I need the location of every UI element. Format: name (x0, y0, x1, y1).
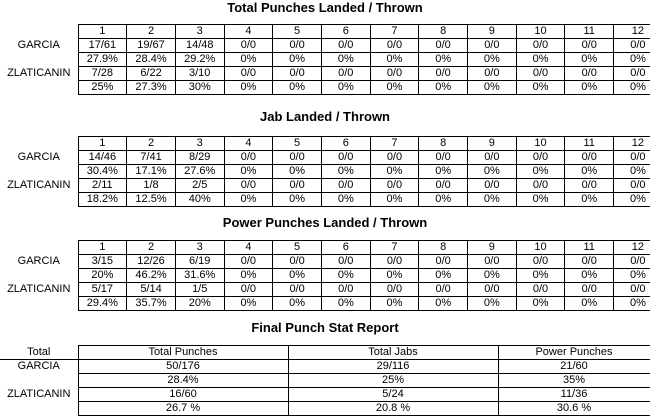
landed-thrown-cell: 0/0 (468, 255, 517, 269)
landed-thrown-cell: 0/0 (614, 179, 650, 193)
landed-thrown-cell: 0/0 (224, 283, 273, 297)
percent-cell: 0% (419, 193, 468, 207)
header-blank-cell (0, 241, 78, 255)
percent-cell: 0% (273, 81, 322, 95)
percent-cell: 0% (516, 193, 565, 207)
final-percent-cell: 35% (498, 374, 650, 388)
percent-cell: 27.6% (175, 165, 224, 179)
landed-thrown-cell: 0/0 (224, 179, 273, 193)
round-header-cell: 4 (224, 137, 273, 151)
round-header-cell: 4 (224, 25, 273, 39)
final-value-cell: 5/24 (288, 388, 498, 402)
landed-thrown-cell: 1/5 (175, 283, 224, 297)
landed-thrown-cell: 0/0 (419, 255, 468, 269)
round-header-cell: 11 (565, 137, 614, 151)
final-value-cell: 29/116 (288, 360, 498, 374)
landed-thrown-cell: 0/0 (516, 283, 565, 297)
final-header-cell: Power Punches (498, 346, 650, 360)
landed-thrown-cell: 0/0 (516, 151, 565, 165)
round-header-cell: 10 (516, 25, 565, 39)
percent-cell: 27.9% (78, 53, 127, 67)
landed-thrown-cell: 0/0 (224, 39, 273, 53)
percent-cell: 0% (565, 193, 614, 207)
percent-cell: 30% (175, 81, 224, 95)
fighter-name: GARCIA (0, 360, 78, 388)
landed-thrown-cell: 5/17 (78, 283, 127, 297)
landed-thrown-cell: 6/19 (175, 255, 224, 269)
landed-thrown-cell: 0/0 (321, 39, 370, 53)
round-header-cell: 6 (321, 25, 370, 39)
landed-thrown-cell: 0/0 (468, 67, 517, 81)
percent-cell: 0% (614, 53, 650, 67)
percent-cell: 0% (224, 81, 273, 95)
percent-cell: 0% (224, 297, 273, 311)
landed-thrown-cell: 0/0 (224, 67, 273, 81)
landed-thrown-cell: 0/0 (468, 151, 517, 165)
percent-cell: 0% (224, 165, 273, 179)
percent-cell: 0% (273, 193, 322, 207)
percent-cell: 29.2% (175, 53, 224, 67)
round-header-cell: 1 (78, 25, 127, 39)
final-title: Final Punch Stat Report (251, 320, 399, 335)
percent-cell: 0% (468, 81, 517, 95)
percent-cell: 25% (78, 81, 127, 95)
percent-cell: 0% (224, 53, 273, 67)
landed-thrown-cell: 3/15 (78, 255, 127, 269)
landed-thrown-cell: 0/0 (321, 151, 370, 165)
percent-cell: 0% (516, 81, 565, 95)
landed-thrown-cell: 0/0 (273, 67, 322, 81)
final-header-cell: Total (0, 346, 78, 360)
round-header-cell: 9 (468, 25, 517, 39)
percent-cell: 0% (419, 53, 468, 67)
percent-cell: 12.5% (127, 193, 176, 207)
final-header-cell: Total Jabs (288, 346, 498, 360)
round-header-cell: 3 (175, 137, 224, 151)
round-header-cell: 11 (565, 241, 614, 255)
percent-cell: 18.2% (78, 193, 127, 207)
percent-cell: 30.4% (78, 165, 127, 179)
percent-cell: 0% (321, 165, 370, 179)
landed-thrown-cell: 0/0 (273, 255, 322, 269)
percent-cell: 31.6% (175, 269, 224, 283)
round-header-cell: 12 (614, 25, 650, 39)
percent-cell: 28.4% (127, 53, 176, 67)
percent-cell: 0% (321, 297, 370, 311)
percent-cell: 0% (468, 297, 517, 311)
percent-cell: 0% (614, 269, 650, 283)
landed-thrown-cell: 0/0 (614, 255, 650, 269)
round-header-cell: 12 (614, 241, 650, 255)
landed-thrown-cell: 0/0 (565, 283, 614, 297)
percent-cell: 0% (565, 81, 614, 95)
landed-thrown-cell: 0/0 (370, 283, 419, 297)
fighter-name: ZLATICANIN (0, 67, 78, 95)
landed-thrown-cell: 0/0 (370, 255, 419, 269)
percent-cell: 0% (565, 297, 614, 311)
landed-thrown-cell: 0/0 (468, 179, 517, 193)
section-title: Jab Landed / Thrown (259, 109, 390, 124)
percent-cell: 0% (273, 269, 322, 283)
percent-cell: 0% (321, 81, 370, 95)
landed-thrown-cell: 0/0 (614, 67, 650, 81)
percent-cell: 40% (175, 193, 224, 207)
percent-cell: 0% (273, 53, 322, 67)
fighter-name: GARCIA (0, 151, 78, 179)
round-header-cell: 5 (273, 241, 322, 255)
percent-cell: 0% (565, 165, 614, 179)
final-value-cell: 50/176 (78, 360, 288, 374)
percent-cell: 20% (175, 297, 224, 311)
round-header-cell: 11 (565, 25, 614, 39)
percent-cell: 0% (565, 269, 614, 283)
percent-cell: 0% (370, 297, 419, 311)
landed-thrown-cell: 7/28 (78, 67, 127, 81)
round-header-cell: 6 (321, 241, 370, 255)
landed-thrown-cell: 0/0 (419, 179, 468, 193)
round-header-cell: 3 (175, 25, 224, 39)
landed-thrown-cell: 0/0 (224, 151, 273, 165)
percent-cell: 0% (614, 297, 650, 311)
round-table-total (0, 24, 650, 95)
percent-cell: 0% (370, 165, 419, 179)
landed-thrown-cell: 0/0 (370, 39, 419, 53)
percent-cell: 0% (468, 269, 517, 283)
header-blank-cell (0, 137, 78, 151)
landed-thrown-cell: 8/29 (175, 151, 224, 165)
fighter-name: GARCIA (0, 39, 78, 67)
landed-thrown-cell: 0/0 (565, 39, 614, 53)
percent-cell: 0% (419, 297, 468, 311)
landed-thrown-cell: 0/0 (419, 67, 468, 81)
percent-cell: 0% (370, 193, 419, 207)
round-header-cell: 8 (419, 25, 468, 39)
landed-thrown-cell: 0/0 (419, 151, 468, 165)
percent-cell: 0% (614, 81, 650, 95)
fighter-name: ZLATICANIN (0, 388, 78, 416)
landed-thrown-cell: 0/0 (370, 151, 419, 165)
percent-cell: 0% (419, 269, 468, 283)
percent-cell: 17.1% (127, 165, 176, 179)
landed-thrown-cell: 14/48 (175, 39, 224, 53)
landed-thrown-cell: 0/0 (468, 39, 517, 53)
round-header-cell: 2 (127, 137, 176, 151)
percent-cell: 0% (273, 165, 322, 179)
landed-thrown-cell: 14/46 (78, 151, 127, 165)
landed-thrown-cell: 0/0 (370, 179, 419, 193)
final-percent-cell: 28.4% (78, 374, 288, 388)
fighter-name: ZLATICANIN (0, 283, 78, 311)
landed-thrown-cell: 0/0 (516, 255, 565, 269)
percent-cell: 27.3% (127, 81, 176, 95)
round-table-power (0, 240, 650, 311)
landed-thrown-cell: 0/0 (321, 283, 370, 297)
round-header-cell: 9 (468, 241, 517, 255)
landed-thrown-cell: 17/61 (78, 39, 127, 53)
percent-cell: 0% (516, 165, 565, 179)
landed-thrown-cell: 0/0 (273, 283, 322, 297)
round-header-cell: 12 (614, 137, 650, 151)
round-header-cell: 4 (224, 241, 273, 255)
landed-thrown-cell: 2/5 (175, 179, 224, 193)
header-blank-cell (0, 25, 78, 39)
landed-thrown-cell: 0/0 (614, 283, 650, 297)
final-header-cell: Total Punches (78, 346, 288, 360)
round-header-cell: 6 (321, 137, 370, 151)
round-header-cell: 1 (78, 137, 127, 151)
final-percent-cell: 25% (288, 374, 498, 388)
round-header-cell: 8 (419, 241, 468, 255)
percent-cell: 0% (321, 193, 370, 207)
landed-thrown-cell: 0/0 (468, 283, 517, 297)
percent-cell: 0% (468, 165, 517, 179)
landed-thrown-cell: 0/0 (516, 39, 565, 53)
landed-thrown-cell: 0/0 (516, 67, 565, 81)
round-header-cell: 2 (127, 25, 176, 39)
percent-cell: 29.4% (78, 297, 127, 311)
landed-thrown-cell: 6/22 (127, 67, 176, 81)
final-value-cell: 16/60 (78, 388, 288, 402)
percent-cell: 0% (224, 269, 273, 283)
round-header-cell: 7 (370, 241, 419, 255)
landed-thrown-cell: 0/0 (614, 39, 650, 53)
percent-cell: 46.2% (127, 269, 176, 283)
landed-thrown-cell: 0/0 (419, 283, 468, 297)
round-header-cell: 1 (78, 241, 127, 255)
landed-thrown-cell: 19/67 (127, 39, 176, 53)
landed-thrown-cell: 0/0 (273, 179, 322, 193)
percent-cell: 20% (78, 269, 127, 283)
landed-thrown-cell: 5/14 (127, 283, 176, 297)
final-percent-cell: 30.6 % (498, 402, 650, 416)
section-title: Total Punches Landed / Thrown (227, 0, 423, 15)
round-header-cell: 10 (516, 137, 565, 151)
percent-cell: 0% (370, 81, 419, 95)
landed-thrown-cell: 0/0 (224, 255, 273, 269)
percent-cell: 0% (224, 193, 273, 207)
landed-thrown-cell: 0/0 (565, 67, 614, 81)
round-header-cell: 7 (370, 137, 419, 151)
percent-cell: 0% (516, 297, 565, 311)
final-value-cell: 21/60 (498, 360, 650, 374)
round-header-cell: 5 (273, 25, 322, 39)
landed-thrown-cell: 0/0 (516, 179, 565, 193)
percent-cell: 0% (468, 193, 517, 207)
landed-thrown-cell: 0/0 (614, 151, 650, 165)
percent-cell: 0% (419, 165, 468, 179)
landed-thrown-cell: 0/0 (321, 255, 370, 269)
final-percent-cell: 20.8 % (288, 402, 498, 416)
landed-thrown-cell: 1/8 (127, 179, 176, 193)
landed-thrown-cell: 0/0 (565, 179, 614, 193)
percent-cell: 0% (321, 53, 370, 67)
percent-cell: 0% (419, 81, 468, 95)
landed-thrown-cell: 12/26 (127, 255, 176, 269)
percent-cell: 0% (516, 269, 565, 283)
landed-thrown-cell: 0/0 (565, 255, 614, 269)
landed-thrown-cell: 0/0 (273, 151, 322, 165)
landed-thrown-cell: 3/10 (175, 67, 224, 81)
round-header-cell: 7 (370, 25, 419, 39)
percent-cell: 0% (321, 269, 370, 283)
percent-cell: 0% (468, 53, 517, 67)
percent-cell: 0% (370, 53, 419, 67)
round-table-jab (0, 136, 650, 207)
final-percent-cell: 26.7 % (78, 402, 288, 416)
percent-cell: 35.7% (127, 297, 176, 311)
percent-cell: 0% (565, 53, 614, 67)
percent-cell: 0% (273, 297, 322, 311)
landed-thrown-cell: 2/11 (78, 179, 127, 193)
final-value-cell: 11/36 (498, 388, 650, 402)
round-header-cell: 3 (175, 241, 224, 255)
landed-thrown-cell: 0/0 (565, 151, 614, 165)
round-header-cell: 2 (127, 241, 176, 255)
landed-thrown-cell: 7/41 (127, 151, 176, 165)
landed-thrown-cell: 0/0 (321, 67, 370, 81)
landed-thrown-cell: 0/0 (321, 179, 370, 193)
percent-cell: 0% (516, 53, 565, 67)
fighter-name: GARCIA (0, 255, 78, 283)
final-stat-table (0, 345, 650, 416)
percent-cell: 0% (614, 193, 650, 207)
landed-thrown-cell: 0/0 (370, 67, 419, 81)
percent-cell: 0% (614, 165, 650, 179)
round-header-cell: 5 (273, 137, 322, 151)
round-header-cell: 8 (419, 137, 468, 151)
landed-thrown-cell: 0/0 (273, 39, 322, 53)
round-header-cell: 10 (516, 241, 565, 255)
landed-thrown-cell: 0/0 (419, 39, 468, 53)
round-header-cell: 9 (468, 137, 517, 151)
section-title: Power Punches Landed / Thrown (222, 215, 428, 230)
percent-cell: 0% (370, 269, 419, 283)
fighter-name: ZLATICANIN (0, 179, 78, 207)
